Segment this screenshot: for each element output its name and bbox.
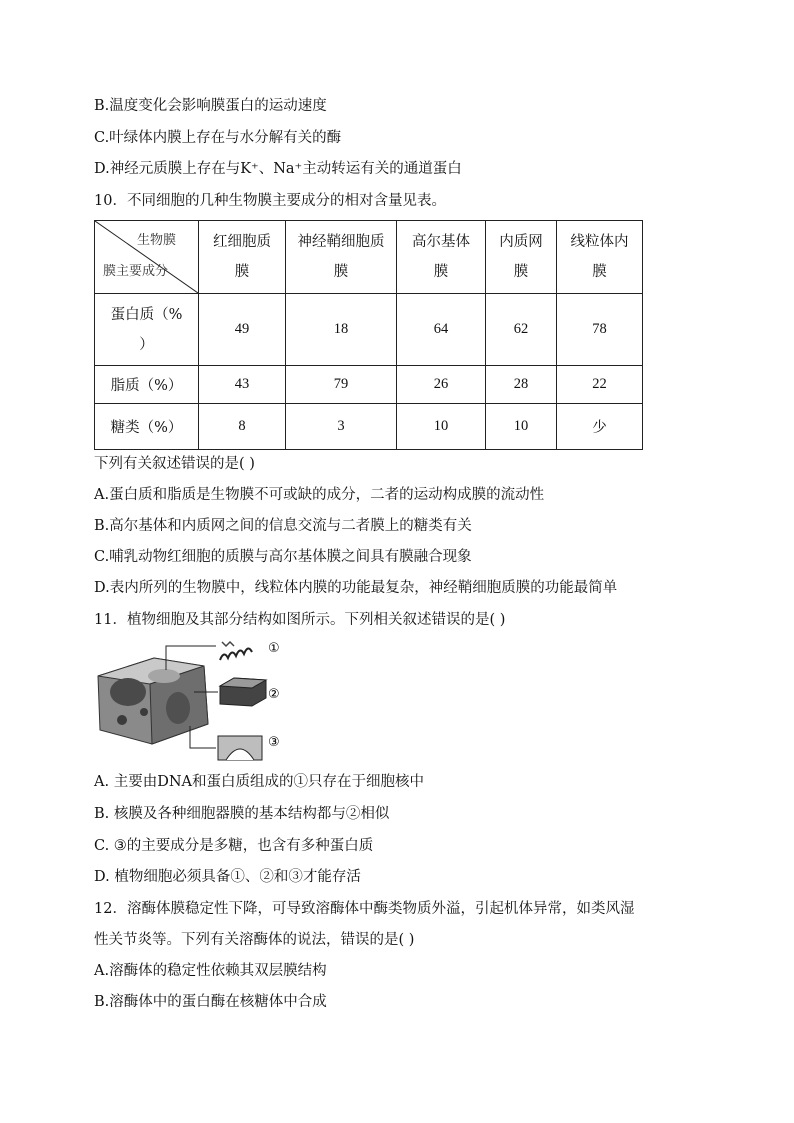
q11-option-d: D. 植物细胞必须具备①、②和③才能存活 — [94, 869, 361, 885]
row-label-protein — [95, 294, 199, 366]
q12-stem-line2: 性关节炎等。下列有关溶酶体的说法，错误的是( ) — [94, 932, 415, 948]
table-row-protein — [95, 294, 643, 366]
membrane-composition-table — [94, 220, 643, 450]
table-cell: 18 — [286, 294, 397, 366]
q11-option-a: A. 主要由DNA和蛋白质组成的①只存在于细胞核中 — [94, 774, 424, 790]
col-header-neuron — [286, 221, 397, 294]
figure-label-3: ③ — [268, 735, 280, 750]
col-header-er — [486, 221, 557, 294]
plant-cell-figure — [94, 636, 294, 768]
col-header-line: 线粒体内 — [570, 234, 629, 250]
q12-option-b: B.溶酶体中的蛋白酶在核糖体中合成 — [94, 994, 327, 1010]
corner-bottom-label: 膜主要成分 — [103, 264, 169, 279]
table-cell: 62 — [486, 294, 557, 366]
col-header-line: 膜 — [234, 264, 250, 280]
table-cell: 26 — [397, 366, 486, 404]
q12-option-a: A.溶酶体的稳定性依赖其双层膜结构 — [94, 963, 327, 979]
figure-label-2: ② — [268, 687, 280, 702]
table-row-lipid — [95, 366, 643, 404]
table-row-sugar — [95, 404, 643, 450]
table-cell: 79 — [286, 366, 397, 404]
q10-question: 下列有关叙述错误的是( ) — [94, 456, 255, 472]
table-corner-cell — [95, 221, 199, 294]
q10-option-d: D.表内所列的生物膜中，线粒体内膜的功能最复杂，神经鞘细胞质膜的功能最简单 — [94, 580, 618, 596]
col-header-line: 膜 — [433, 264, 449, 280]
table-cell: 43 — [199, 366, 286, 404]
q11-stem: 11．植物细胞及其部分结构如图所示。下列相关叙述错误的是( ) — [94, 612, 506, 628]
corner-top-label: 生物膜 — [136, 233, 176, 248]
col-header-line: 膜 — [592, 264, 607, 280]
row-label-lipid: 脂质（%） — [95, 366, 199, 404]
col-header-line: 红细胞质 — [213, 234, 271, 250]
plant-cell-illustration — [94, 636, 294, 768]
col-header-golgi — [397, 221, 486, 294]
col-header-line: 内质网 — [499, 234, 543, 250]
table-cell: 8 — [199, 404, 286, 450]
q10-option-b: B.高尔基体和内质网之间的信息交流与二者膜上的糖类有关 — [94, 518, 472, 534]
table-cell: 少 — [557, 404, 643, 450]
row-label-line: ） — [139, 336, 154, 353]
q10-option-c: C.哺乳动物红细胞的质膜与高尔基体膜之间具有膜融合现象 — [94, 549, 472, 565]
col-header-line: 膜 — [513, 264, 529, 280]
q12-stem-line1: 12．溶酶体膜稳定性下降，可导致溶酶体中酶类物质外溢，引起机体异常，如类风湿 — [94, 901, 635, 917]
table-cell: 10 — [486, 404, 557, 450]
row-label-sugar: 糖类（%） — [95, 404, 199, 450]
q11-option-c: C. ③的主要成分是多糖，也含有多种蛋白质 — [94, 838, 374, 854]
col-header-rbc — [199, 221, 286, 294]
q10-stem: 10．不同细胞的几种生物膜主要成分的相对含量见表。 — [94, 193, 446, 209]
q9-option-b: B.温度变化会影响膜蛋白的运动速度 — [94, 98, 327, 114]
table-cell: 64 — [397, 294, 486, 366]
col-header-line: 神经鞘细胞质 — [297, 234, 385, 250]
q9-option-c: C.叶绿体内膜上存在与水分解有关的酶 — [94, 130, 342, 146]
q11-option-b: B. 核膜及各种细胞器膜的基本结构都与②相似 — [94, 806, 390, 822]
table-cell: 3 — [286, 404, 397, 450]
figure-label-1: ① — [268, 641, 280, 656]
table-cell: 78 — [557, 294, 643, 366]
q10-option-a: A.蛋白质和脂质是生物膜不可或缺的成分，二者的运动构成膜的流动性 — [94, 487, 545, 503]
table-header-row — [95, 221, 643, 294]
table-cell: 28 — [486, 366, 557, 404]
table-cell: 10 — [397, 404, 486, 450]
col-header-line: 膜 — [333, 264, 349, 280]
col-header-line: 高尔基体 — [412, 234, 470, 250]
table-cell: 49 — [199, 294, 286, 366]
row-label-line: 蛋白质（% — [110, 306, 183, 323]
col-header-mito — [557, 221, 643, 294]
q9-option-d: D.神经元质膜上存在与K⁺、Na⁺主动转运有关的通道蛋白 — [94, 161, 462, 177]
table-cell: 22 — [557, 366, 643, 404]
